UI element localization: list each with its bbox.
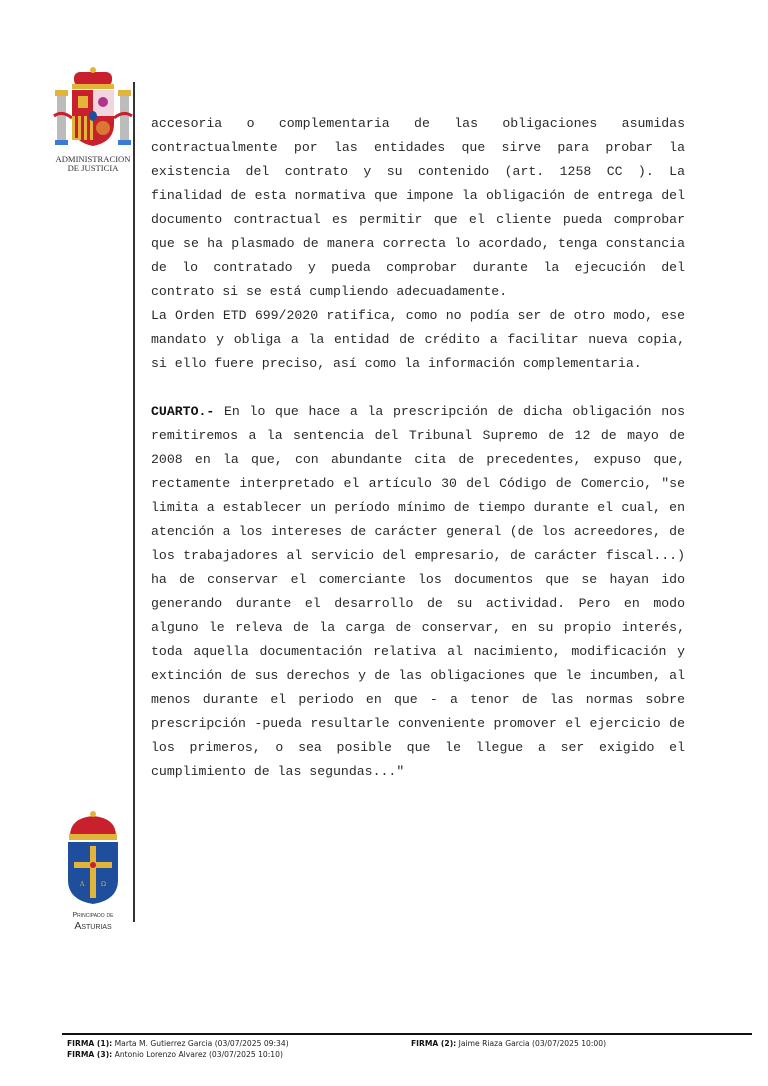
paragraph-orden-etd: La Orden ETD 699/2020 ratifica, como no podía ser de otro modo, ese mandato y obliga a la entidad de crédito a facilitar nueva copia, si ello fuere preciso, así como la información complementaria. <box>151 308 685 371</box>
paragraph-obligations: accesoria o complementaria de las obligaciones asumidas contractualmente por las entidades que sirve para probar la existencia del contrato y su contenido (art. 1258 CC ). La finalidad de esta normativa que impone la obligación de entrega del documento contractual es permitir que el cliente pueda comprobar que se ha plasmado de manera correcta lo acordado, tenga constancia de lo contratado y pueda comprobar durante la ejecución del contrato si se está cumpliendo adecuadamente. <box>151 116 685 299</box>
asturias-coat-of-arms-icon <box>60 810 126 906</box>
paragraph-cuarto-text: En lo que hace a la prescripción de dicha obligación nos remitiremos a la sentencia del Tribunal Supremo de 12 de mayo de 2008 en la que, con abundante cita de precedentes, expuso que, rectamente interpretado el artículo 30 del Código de Comercio, "se limita a establecer un período mínimo de tiempo durante el cual, en atención a los intereses de carácter general (de los acreedores, de los trabajadores al servicio del empresario, de carácter fiscal...) ha de conservar el comerciante los documentos que se hayan ido generando durante el desarrollo de su actividad. Pero en modo alguno le releva de la carga de conservar, en su propio interés, toda aquella documentación relativa al nacimiento, modificación y extinción de sus derechos y de las obligaciones que le incumben, al menos durante el periodo en que - a tenor de las normas sobre prescripción -pueda resultarle conveniente promover el ejercicio de los primeros, o sea posible que le llegue a ser exigido el cumplimiento de las segundas..." <box>151 404 685 779</box>
signature-1-label: FIRMA (1): <box>67 1039 113 1048</box>
justicia-caption <box>52 155 134 173</box>
document-body <box>151 112 685 784</box>
svg-text:Ω: Ω <box>101 881 106 888</box>
signature-3-value: Antonio Lorenzo Alvarez (03/07/2025 10:10) <box>114 1050 283 1059</box>
paragraph-cuarto <box>151 400 685 784</box>
footer-rule <box>62 1033 752 1035</box>
section-heading-cuarto: CUARTO.- <box>151 404 215 419</box>
justicia-caption-line2: DE JUSTICIA <box>67 163 119 173</box>
asturias-caption-line1: Principado de <box>72 912 114 919</box>
signature-3 <box>67 1049 283 1061</box>
asturias-caption <box>60 911 126 932</box>
signature-3-label: FIRMA (3): <box>67 1050 113 1059</box>
signature-2-value: Jaime Riaza Garcia (03/07/2025 10:00) <box>458 1039 607 1048</box>
signature-1-value: Marta M. Gutierrez Garcia (03/07/2025 09:34) <box>114 1039 289 1048</box>
paragraph-gap <box>151 376 685 400</box>
principado-asturias-logo <box>60 810 126 932</box>
spain-coat-of-arms-icon <box>52 66 134 150</box>
margin-rule <box>133 82 135 922</box>
justicia-caption-line1: ADMINISTRACION <box>55 154 131 164</box>
asturias-caption-line2: Asturias <box>74 920 112 932</box>
administracion-justicia-logo <box>52 66 134 174</box>
signature-2-label: FIRMA (2): <box>411 1039 457 1048</box>
svg-text:A: A <box>80 881 85 888</box>
signature-2 <box>411 1038 606 1050</box>
